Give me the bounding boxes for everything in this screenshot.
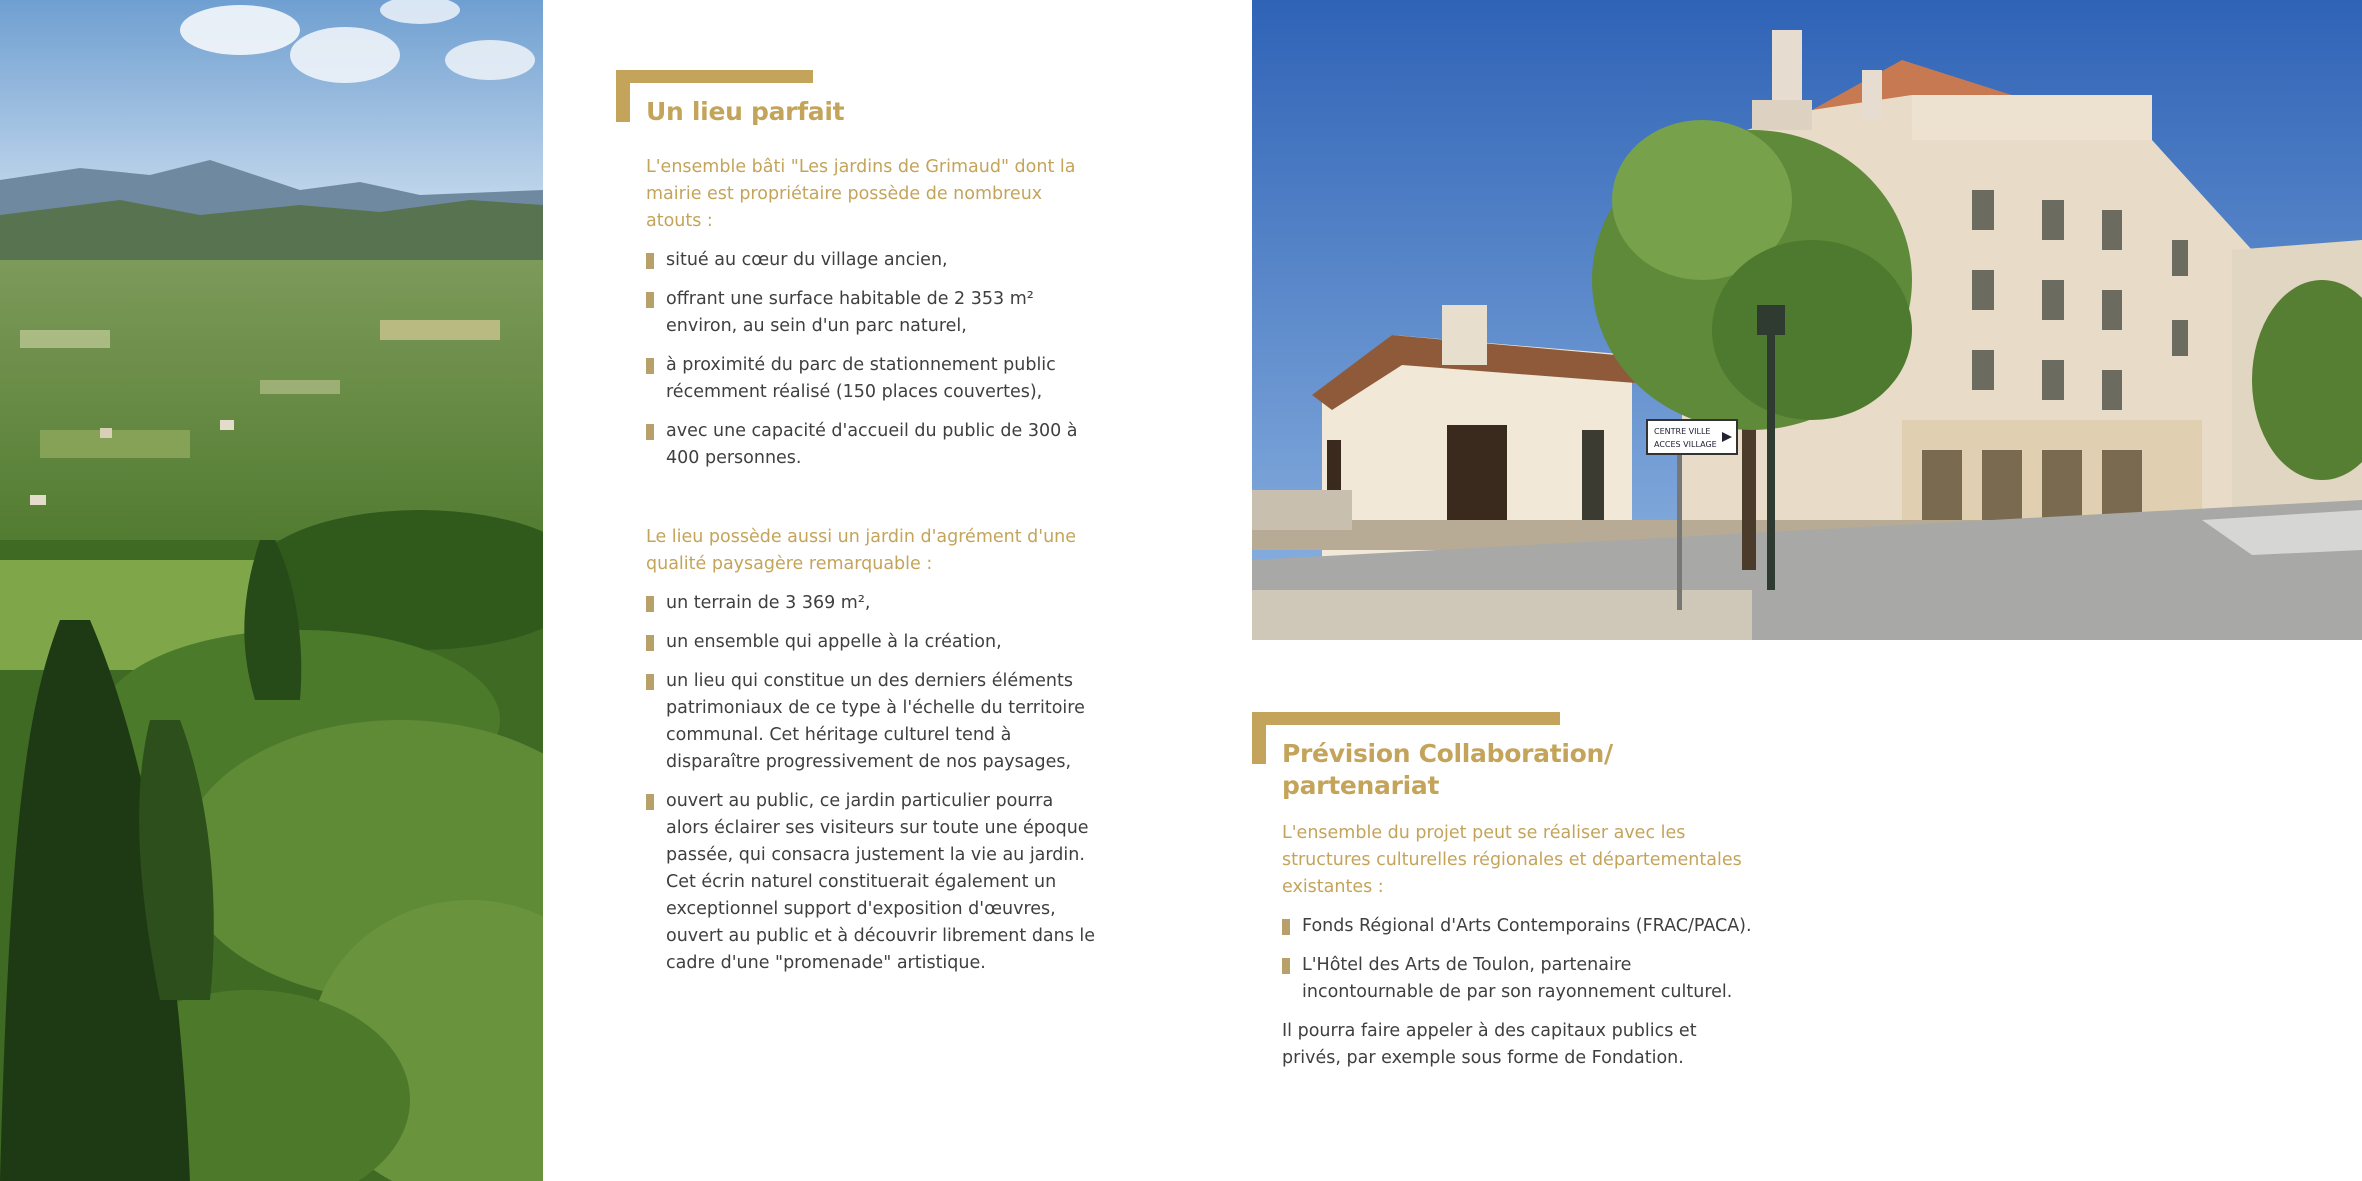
bullet-list (1282, 913, 1752, 1006)
list-item: L'Hôtel des Arts de Toulon, partenaire incontournable de par son rayonnement culturel. (1282, 952, 1752, 1006)
bullet-list (646, 247, 1096, 472)
section-header (616, 70, 1096, 126)
section-content (616, 154, 1096, 977)
bullet-list (646, 590, 1096, 977)
list-item: situé au cœur du village ancien, (646, 247, 1096, 274)
list-item: un terrain de 3 369 m², (646, 590, 1096, 617)
landscape-photo (0, 0, 543, 1181)
closing-paragraph: Il pourra faire appeler à des capitaux publics et privés, par exemple sous forme de Fondation. (1282, 1021, 1697, 1068)
section-title: Prévision Collaboration/ partenariat (1282, 739, 1613, 800)
header-bar-top (616, 70, 813, 83)
building-photo (1252, 0, 2362, 640)
list-item: Fonds Régional d'Arts Contemporains (FRAC/PACA). (1282, 913, 1752, 940)
intro-paragraph: L'ensemble du projet peut se réaliser avec les structures culturelles régionales et départementales existantes : (1282, 823, 1742, 897)
sign-text-line1: CENTRE VILLE (1654, 427, 1711, 436)
list-item: un ensemble qui appelle à la création, (646, 629, 1096, 656)
section-content (1252, 820, 1752, 1072)
section-header (1252, 712, 1752, 800)
intro-paragraph: L'ensemble bâti "Les jardins de Grimaud" dont la mairie est propriétaire possède de nombreux atouts : (646, 157, 1076, 231)
landscape-illustration (0, 0, 543, 1181)
section-title: Un lieu parfait (646, 97, 845, 126)
list-item: offrant une surface habitable de 2 353 m² environ, au sein d'un parc naturel, (646, 286, 1096, 340)
section-prevision-collaboration (1252, 712, 1752, 1072)
list-item: un lieu qui constitue un des derniers éléments patrimoniaux de ce type à l'échelle du territoire communal. Cet héritage culturel tend à disparaître progressivement de nos paysages, (646, 668, 1096, 776)
list-item: avec une capacité d'accueil du public de 300 à 400 personnes. (646, 418, 1096, 472)
intro-paragraph: Le lieu possède aussi un jardin d'agrément d'une qualité paysagère remarquable : (646, 527, 1077, 574)
header-bar-side (616, 70, 630, 122)
building-illustration (1252, 0, 2362, 640)
header-bar-top (1252, 712, 1560, 725)
direction-sign (1647, 420, 1737, 454)
section-lieu-parfait (616, 70, 1096, 989)
header-bar-side (1252, 712, 1266, 764)
sign-text-line2: ACCES VILLAGE (1654, 440, 1717, 449)
list-item: à proximité du parc de stationnement public récemment réalisé (150 places couvertes), (646, 352, 1096, 406)
list-item: ouvert au public, ce jardin particulier pourra alors éclairer ses visiteurs sur toute une époque passée, qui consacra justement la vie au jardin. Cet écrin naturel constituerait également un exceptionnel support d'exposition d'œuvres, ouvert au public et à découvrir librement dans le cadre d'une "promenade" artistique. (646, 788, 1096, 977)
